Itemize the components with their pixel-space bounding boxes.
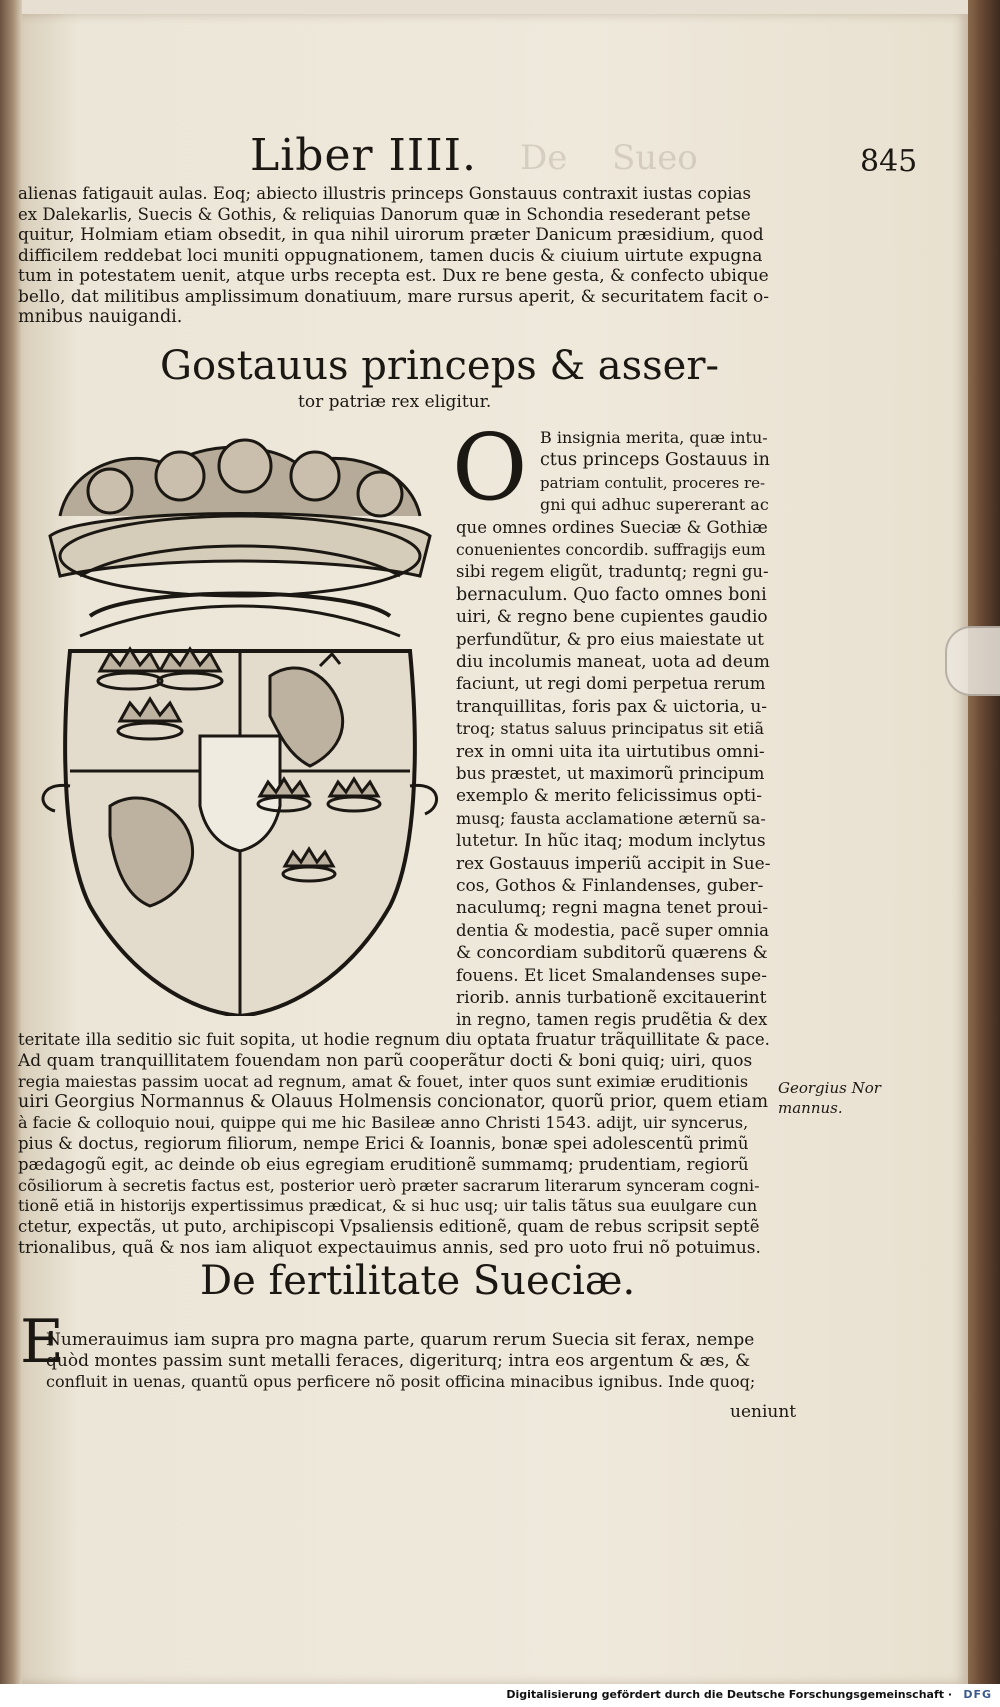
text-line: rex in omni uita ita uirtutibus omni- — [456, 741, 765, 762]
text-line: ex Dalekarlis, Suecis & Gothis, & reliquias Danorum quæ in Schondia resederant petse — [18, 204, 751, 224]
text-line: gni qui adhuc supererant ac — [540, 495, 769, 515]
text-line: exemplo & merito felicissimus opti- — [456, 786, 762, 807]
text-line: regia maiestas passim uocat ad regnum, amat & fouet, inter quos sunt eximiæ eruditionis — [18, 1071, 749, 1091]
text-line: & concordiam subditorũ quærens & — [456, 943, 768, 964]
text-line: ctus princeps Gostauus in — [540, 450, 770, 471]
text-line: Ad quam tranquillitatem fouendam non parũ cooperãtur docti & boni quiq; uiri, quos — [18, 1050, 753, 1071]
text-line: in regno, tamen regis prudẽtia & dex — [456, 1010, 768, 1030]
text-line: musq; fausta acclamatione æternũ sa- — [456, 808, 766, 828]
text-line: confluit in uenas, quantũ opus perficere nõ posit officina minacibus ignibus. Inde quoq; — [46, 1372, 756, 1391]
text-line: tranquillitas, foris pax & uictoria, u- — [456, 696, 768, 717]
text-line: rex Gostauus imperiũ accipit in Sue- — [456, 853, 771, 874]
page-number: 845 — [860, 144, 918, 179]
margin-note-line2: mannus. — [778, 1099, 843, 1117]
text-line: pædagogũ egit, ac deinde ob eius egregiam eruditionẽ summamq; prudentiam, regiorũ — [18, 1154, 749, 1174]
text-line: riorib. annis turbationẽ excitauerint — [456, 988, 767, 1008]
dropcap-O: O — [452, 414, 528, 521]
text-line: alienas fatigauit aulas. Eoq; abiecto illustris princeps Gonstauus contraxit iustas copias — [18, 184, 751, 203]
text-line: cos, Gothos & Finlandenses, guber- — [456, 876, 764, 896]
text-line: mnibus nauigandi. — [18, 307, 183, 327]
margin-note-line1: Georgius Nor — [778, 1079, 881, 1097]
text-line: tum in potestatem uenit, atque urbs recepta est. Dux re bene gesta, & confecto ubique — [18, 266, 769, 286]
catchword: ueniunt — [730, 1402, 797, 1422]
text-line: dentia & modestia, pacẽ super omnia — [456, 920, 770, 940]
section-heading-fertilitate: De fertilitate Sueciæ. — [200, 1258, 636, 1304]
dfg-logo: DFG — [963, 1688, 992, 1701]
bleed-through-left: De — [520, 138, 568, 178]
coat-of-arms-woodcut — [30, 436, 448, 1016]
text-line: ctetur, expectãs, ut puto, archipiscopi Vpsaliensis editionẽ, quam de rebus scripsit septẽ — [18, 1217, 760, 1237]
text-line: quitur, Holmiam etiam obsedit, in qua nihil uirorum præter Danicum præsidium, quod — [18, 225, 764, 245]
text-line: Numerauimus iam supra pro magna parte, quarum rerum Suecia sit ferax, nempe — [46, 1330, 755, 1350]
text-line: cõsiliorum à secretis factus est, posterior uerò præter sacrarum literarum synceram cogni- — [18, 1175, 760, 1195]
page-tab-marker — [945, 626, 1000, 696]
margin-note — [778, 1078, 881, 1118]
footer-credit: Digitalisierung gefördert durch die Deutsche Forschungsgemeinschaft · — [506, 1688, 952, 1701]
bleed-through-right: Sueo — [612, 138, 698, 178]
text-line: B insignia merita, quæ intu- — [540, 428, 768, 447]
text-line: bernaculum. Quo facto omnes boni — [456, 584, 767, 605]
text-line: sibi regem eligũt, traduntq; regni gu- — [456, 562, 769, 582]
text-line: troq; status saluus principatus sit etiã — [456, 719, 765, 739]
text-line: naculumq; regni magna tenet proui- — [456, 898, 769, 919]
book-edge-right — [968, 0, 1000, 1707]
text-line: quòd montes passim sunt metalli feraces, digeriturq; intra eos argentum & æs, & — [46, 1351, 751, 1371]
text-line: trionalibus, quã & nos iam aliquot expectauimus annis, sed pro uoto frui nõ potuimus. — [18, 1238, 761, 1258]
text-line: uiri, & regno bene cupientes gaudio — [456, 607, 768, 628]
text-line: faciunt, ut regi domi perpetua rerum — [456, 674, 766, 694]
text-line: conuenientes concordib. suffragijs eum — [456, 541, 766, 559]
text-line: fouens. Et licet Smalandenses supe- — [456, 965, 767, 986]
text-line: bus præstet, ut maximorũ principum — [456, 764, 765, 783]
text-line: uiri Georgius Normannus & Olauus Holmensis concionator, quorũ prior, quem etiam — [18, 1092, 769, 1113]
dropcap-E: E — [20, 1307, 64, 1377]
text-line: teritate illa seditio sic fuit sopita, ut hodie regnum diu optata fruatur trãquillitate & pace. — [18, 1030, 770, 1049]
text-line: lutetur. In hũc itaq; modum inclytus — [456, 831, 766, 852]
section-heading-gostauus: Gostauus princeps & asser- — [160, 343, 719, 389]
text-line: perfundũtur, & pro eius maiestate ut — [456, 629, 764, 649]
text-line: tionẽ etiã in historijs expertissimus prædicat, & si huc usq; uir talis tãtus sua euulgare cun — [18, 1196, 758, 1216]
text-line: diu incolumis maneat, uota ad deum — [456, 652, 770, 672]
text-line: à facie & colloquio noui, quippe qui me hic Basileæ anno Christi 1543. adijt, uir syncerus, — [18, 1113, 749, 1133]
text-line: difficilem reddebat loci muniti oppugnationem, tamen ducis & ciuium uirtute expugna — [18, 245, 763, 266]
section-subheading-gostauus: tor patriæ rex eligitur. — [298, 392, 492, 412]
text-line: patriam contulit, proceres re- — [540, 473, 766, 492]
page-header-title: Liber IIII. — [250, 130, 478, 181]
text-line: bello, dat militibus amplissimum donatiuum, mare rursus aperit, & securitatem facit o- — [18, 286, 770, 307]
text-line: que omnes ordines Sueciæ & Gothiæ — [456, 517, 768, 537]
text-line: pius & doctus, regiorum filiorum, nempe Erici & Ioannis, bonæ spei adolescentũ primũ — [18, 1134, 749, 1153]
